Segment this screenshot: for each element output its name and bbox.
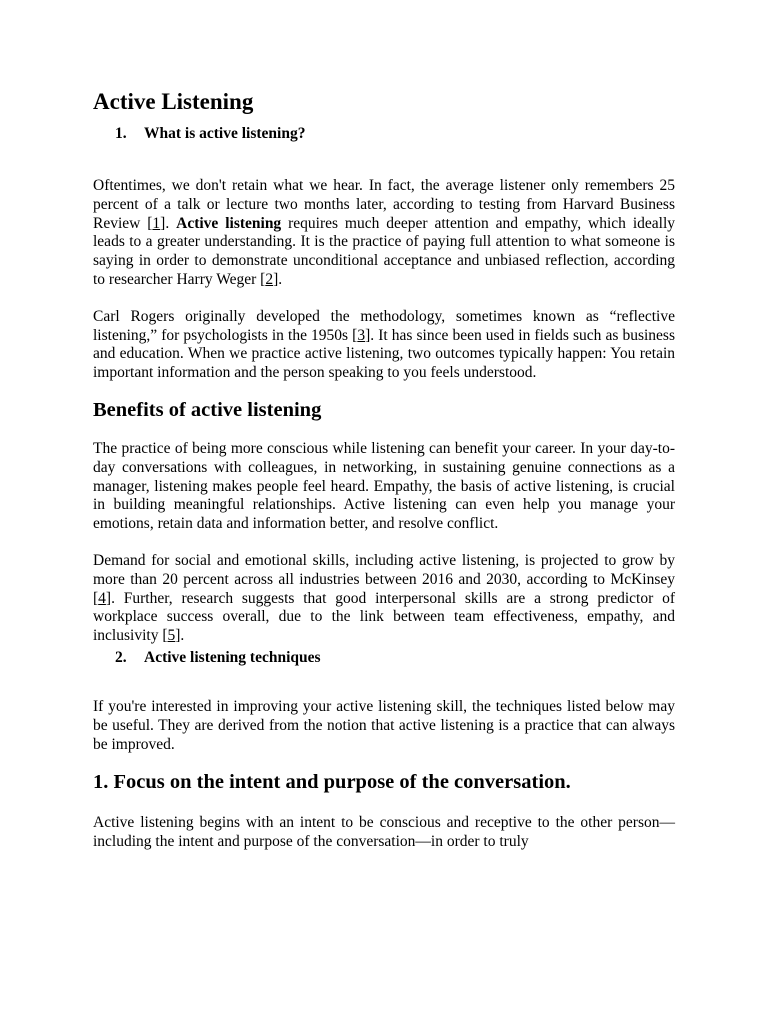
paragraph-demand — [93, 552, 675, 646]
numbered-heading-number: 1. — [115, 125, 127, 142]
reference-link-4[interactable]: 4 — [98, 589, 106, 607]
reference-link-2[interactable]: 2 — [265, 270, 274, 288]
numbered-heading-number: 2. — [115, 648, 127, 666]
text-run: ]. — [273, 270, 283, 288]
text-run: Carl Rogers originally developed the methodology, sometimes known as “reflective listening,” for psychologists in the 1950s [ — [93, 307, 675, 344]
document-page — [93, 86, 675, 852]
numbered-heading-text: What is active listening? — [144, 125, 306, 142]
paragraph-benefits: The practice of being more conscious while listening can benefit your career. In your day-to-day conversations with colleagues, in networking, in sustaining genuine connections as a manager, listening makes people feel heard. Empathy, the basis of active listening, is crucial in building meaningful relationships. Active listening can even help you manage your emotions, retain data and information better, and resolve conflict. — [93, 439, 675, 533]
numbered-heading-2 — [93, 648, 675, 668]
section-heading-benefits: Benefits of active listening — [93, 398, 322, 421]
text-run: ]. It has since been used in fields such as business and education. When we practice active listening, two outcomes typically happen: You retain important information and the person speaking to you feels understood. — [93, 326, 675, 382]
text-run: Oftentimes, we don't retain what we hear. In fact, the average listener only remembers 25 percent of a talk or lecture two months later, according to testing from Harvard Business Review [ — [93, 177, 675, 232]
bold-term: Active listening — [176, 214, 282, 232]
text-run: ]. — [175, 627, 185, 645]
text-run: Demand for social and emotional skills, including active listening, is projected to grow by more than 20 percent across all industries between 2016 and 2030, according to McKinsey [ — [93, 551, 675, 607]
paragraph-intro — [93, 177, 675, 290]
document-title: Active Listening — [93, 89, 254, 114]
paragraph-focus: Active listening begins with an intent to be conscious and receptive to the other person—including the intent and purpose of the conversation—in order to truly — [93, 814, 675, 851]
numbered-heading-1 — [93, 124, 675, 144]
text-run: ]. Further, research suggests that good interpersonal skills are a strong predictor of workplace success overall, due to the link between team effectiveness, empathy, and inclusivity [ — [93, 589, 675, 645]
numbered-heading-text: Active listening techniques — [144, 648, 321, 666]
section-heading-focus: 1. Focus on the intent and purpose of the conversation. — [93, 771, 571, 794]
reference-link-5[interactable]: 5 — [167, 627, 176, 645]
paragraph-rogers — [93, 308, 675, 383]
text-run: requires much deeper attention and empathy, which ideally leads to a greater understanding. It is the practice of paying full attention to what someone is saying in order to demonstrate unconditional acceptance and unbiased reflection, according to researcher Harry Weger [ — [93, 214, 675, 288]
reference-link-1[interactable]: 1 — [152, 214, 161, 232]
reference-link-3[interactable]: 3 — [357, 326, 366, 344]
paragraph-techniques: If you're interested in improving your active listening skill, the techniques listed below may be useful. They are derived from the notion that active listening is a practice that can always be improved. — [93, 697, 675, 753]
text-run: ]. — [160, 214, 177, 232]
